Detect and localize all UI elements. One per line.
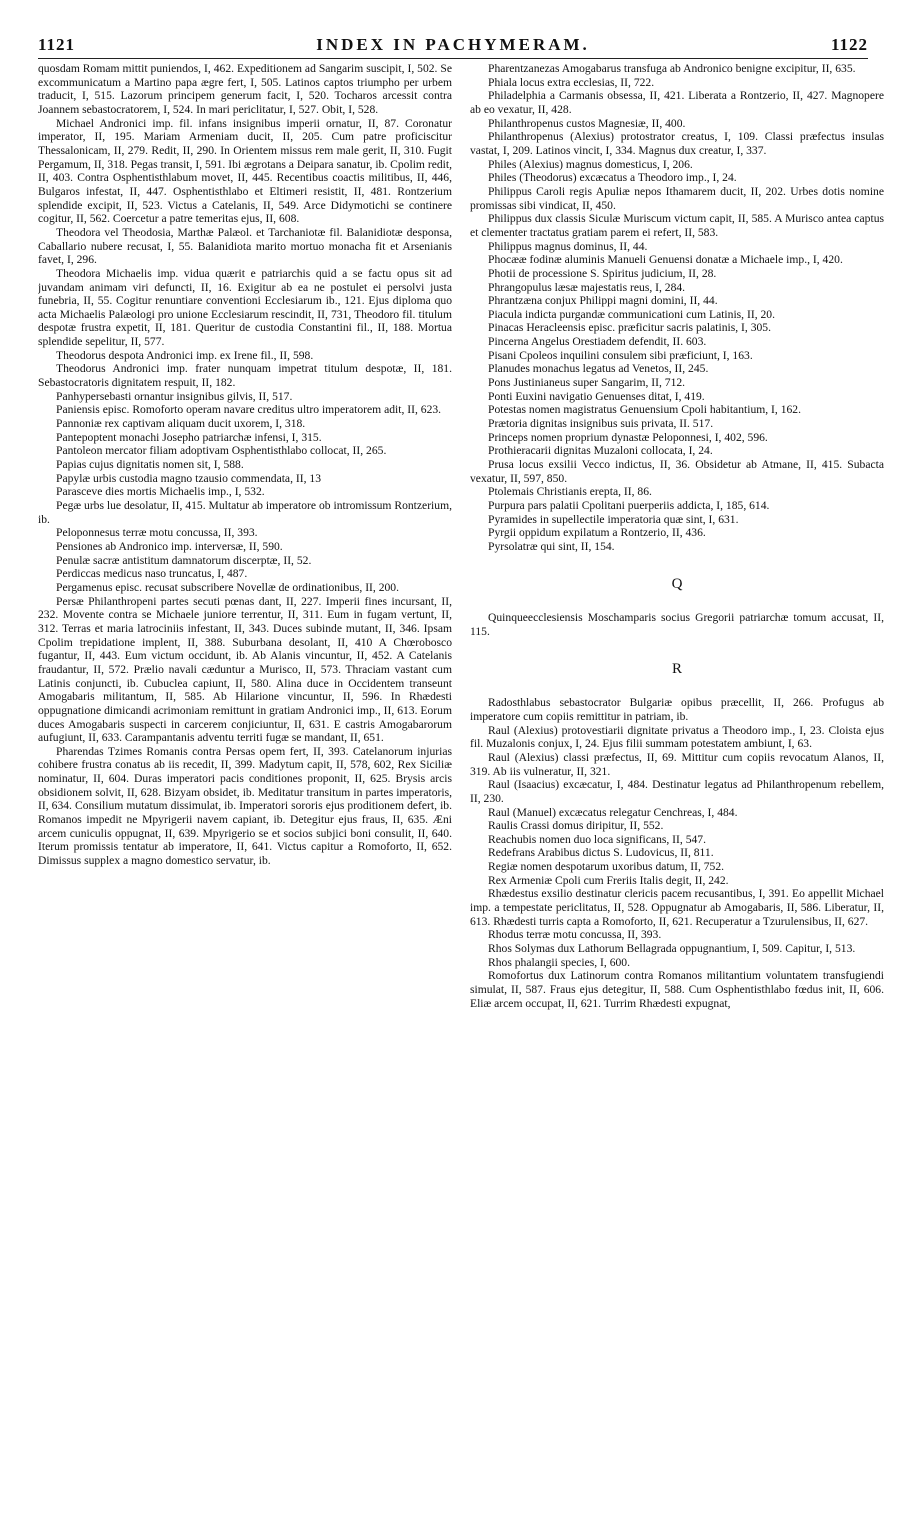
index-entry: Rex Armeniæ Cpoli cum Freriis Italis degit, II, 242. [488, 873, 729, 887]
index-entry: Pannoniæ rex captivam aliquam ducit uxorem, I, 318. [56, 417, 306, 431]
index-entry: Penulæ sacræ antistitum damnatorum discerptæ, II, 52. [56, 553, 312, 567]
index-entry: Peloponnesus terræ motu concussa, II, 393. [56, 526, 258, 540]
index-entry: Theodora Michaelis imp. vidua quærit e patriarchis quid a se factu opus sit ad juvandam animam viri defuncti, II, 16. Exigitur ab ea ne postulet ei persolvi justa funebria, II, 55. Cogitur renuntiare conventioni Ecclesiarum ib., 121. Ejus diploma quo acta Michaelis Palæologi pro unione Ecclesiarum rescindit, II, 731, Theodoro fil. titulum despotæ frustra expetit, II, 181. Queritur de custodia Constantini fil., II, 188. Mortua splendide sepelitur, II, 577. [38, 266, 452, 349]
index-entry: Phiala locus extra ecclesias, II, 722. [488, 75, 655, 89]
index-entry: Paniensis episc. Romoforto operam navare creditus ultro imperatorem adit, II, 623. [56, 403, 442, 417]
index-entry: Pons Justinianeus super Sangarim, II, 712. [488, 376, 686, 390]
index-entry: Reachubis nomen duo loca significans, II, 547. [488, 832, 706, 846]
left-page-number: 1121 [38, 35, 76, 54]
index-entry: Purpura pars palatii Cpolitani puerperiis addicta, I, 185, 614. [488, 499, 770, 512]
index-entry: Princeps nomen proprium dynastæ Peloponnesi, I, 402, 596. [488, 430, 768, 444]
index-entry: Philes (Alexius) magnus domesticus, I, 206. [488, 157, 693, 171]
index-entry: Pantepoptent monachi Josepho patriarchæ infensi, I, 315. [56, 430, 322, 444]
index-entry: Theodorus despota Andronici imp. ex Irene fil., II, 598. [56, 348, 314, 362]
index-entry: Pyrgii oppidum expilatum a Rontzerio, II, 436. [488, 526, 706, 540]
section-q-entries [470, 611, 884, 638]
index-entry: Photii de processione S. Spiritus judicium, II, 28. [488, 266, 717, 280]
index-entry: Pharentzanezas Amogabarus transfuga ab Andronico benigne excipitur, II, 635. [488, 62, 856, 75]
header-rule [38, 58, 868, 59]
right-column [470, 62, 884, 1532]
index-entry: Pyrsolatræ qui sint, II, 154. [488, 539, 615, 553]
index-entry: Philippus dux classis Siculæ Muriscum victum capit, II, 585. A Murisco antea captus et clementer tractatus gratiam parem ei refert, II, 583. [470, 212, 884, 239]
index-entry: Pyramides in supellectile imperatoria quæ sint, I, 631. [488, 512, 739, 526]
index-entry: Potestas nomen magistratus Genuensium Cpoli habitantium, I, 162. [488, 403, 801, 417]
index-entry: Ponti Euxini navigatio Genuenses ditat, I, 419. [488, 389, 705, 403]
index-entry: Prothieracarii dignitas Muzaloni collocata, I, 24. [488, 444, 713, 458]
index-entry: Romofortus dux Latinorum contra Romanos militantium voluntatem transfugiendi simulat, II, 587. Fraus ejus detegitur, II, 588. Cum Osphentisthlabo fœdus init, II, 606. Eliæ arcem occupat, II, 621. Turrim Rhædesti expugnat, [470, 969, 884, 1010]
index-entry: Rhos Solymas dux Lathorum Bellagrada oppugnantium, I, 509. Capitur, I, 513. [488, 942, 856, 956]
index-entry: Radosthlabus sebastocrator Bulgariæ opibus præcellit, II, 266. Profugus ab imperatore cum copiis remittitur in patriam, ib. [470, 696, 884, 723]
index-entry: Raul (Isaacius) excæcatur, I, 484. Destinatur legatus ad Philanthropenum rebellem, II, 230. [470, 778, 884, 805]
index-entry: Theodora vel Theodosia, Marthæ Palæol. et Tarchaniotæ fil. Balanidiotæ desponsa, Caballario nubere recusat, I, 55. Balanidiota marito mortuo monacha fit et Arsenianis favet, I, 296. [38, 225, 452, 267]
index-entry: Redefrans Arabibus dictus S. Ludovicus, II, 811. [488, 846, 714, 860]
index-entry: Pinacas Heracleensis episc. præficitur sacris palatinis, I, 305. [488, 321, 771, 335]
section-letter-q: Q [671, 575, 683, 592]
index-entry: Raul (Alexius) classi præfectus, II, 69. Mittitur cum copiis revocatum Alanos, II, 319. Ab iis vulneratur, II, 321. [470, 750, 884, 778]
index-entry: Rhædestus exsilio destinatur clericis pacem recusantibus, I, 391. Eo appellit Michael imp. a tempestate periclitatus, II, 528. Oppugnatur ab Amogabaris, II, 586. Liberatur, II, 613. Rhædesti turris capta a Romoforto, II, 621. Recuperatur a Tzurulensibus, II, 627. [470, 887, 884, 928]
index-entry: Pisani Cpoleos inquilini consulem sibi præficiunt, I, 163. [488, 348, 753, 362]
section-letter-r: R [671, 660, 682, 677]
index-entry: Quinqueecclesiensis Moschamparis socius Gregorii patriarchæ tomum accusat, II, 115. [470, 611, 884, 638]
index-entry: Raul (Manuel) excæcatus relegatur Cenchreas, I, 484. [488, 805, 738, 819]
index-entry: Philadelphia a Carmanis obsessa, II, 421. Liberata a Rontzerio, II, 427. Magnopere ab eo vexatur, II, 428. [470, 89, 884, 116]
page-header [38, 34, 868, 56]
index-entry: Rhos phalangii species, I, 600. [488, 955, 631, 969]
index-entry: Persæ Philanthropeni partes secuti pœnas dant, II, 227. Imperii fines incursant, II, 232. Movente contra se Michaele juniore terrentur, II, 311. Eum in fugam vertunt, II, 312. Terras et maria latrociniis infestant, II, 343. Duces subinde mutant, II, 346. Ipsam Cpolim trepidatione implent, II, 388. Suburbana desolant, II, 410 A Chœrobosco fugantur, II, 443. Eum victum occidunt, ib. Ab Alanis vincuntur, II, 452. A Catelanis fraudantur, II, 572. Prælio navali cæduntur a Murisco, II, 573. Thraciam vastant cum Latinis conjuncti, ib. Cubuclea capiunt, II, 580. Alina duce in Occidentem transeunt Amogabaris militantum, II, 585. Ab Hilarione vincuntur, II, 596. In Rhædesti oppugnatione dimicandi acrimoniam remittunt in gratiam Andronici imp., II, 613. Eorum duces Amogabaris suspecti in carcerem conjiciuntur, II, 631. E castris Amogabarorum aufugiunt, II, 633. Carampantanis adventu territi fugæ se mandant, II, 651. [38, 594, 452, 745]
index-entry: Phocææ fodinæ aluminis Manueli Genuensi donatæ a Michaele imp., I, 420. [488, 253, 843, 267]
index-entry: Prusa locus exsilii Vecco indictus, II, 36. Obsidetur ab Atmane, II, 415. Subacta vexatur, II, 597, 850. [470, 458, 884, 485]
index-entry: Philippus Caroli regis Apuliæ nepos Ithamarem ducit, II, 202. Urbes dotis nomine promissas sibi vindicat, II, 450. [470, 184, 884, 212]
index-entry: Raul (Alexius) protovestiarii dignitate privatus a Theodoro imp., I, 23. Cloista ejus fil. Muzalonis conjux, I, 24. Ejus filii summam potestatem ambiunt, I, 63. [470, 723, 884, 751]
page-title: INDEX IN PACHYMERAM. [316, 35, 590, 54]
index-entry: Phrantzæna conjux Philippi magni domini, II, 44. [488, 294, 718, 308]
index-entry: Pantoleon mercator filiam adoptivam Osphentisthlabo collocat, II, 265. [56, 444, 387, 458]
index-entry: Parasceve dies mortis Michaelis imp., I, 532. [56, 485, 265, 499]
index-entry: Raulis Crassi domus diripitur, II, 552. [488, 819, 664, 833]
index-entry: Prætoria dignitas insignibus suis privata, II. 517. [488, 417, 714, 431]
index-entry: Regiæ nomen despotarum uxoribus datum, II, 752. [488, 860, 725, 874]
index-entry: Pensiones ab Andronico imp. interversæ, II, 590. [56, 539, 283, 553]
index-entry: Papias cujus dignitatis nomen sit, I, 588. [56, 458, 244, 472]
left-column [38, 62, 452, 1532]
index-entry: quosdam Romam mittit puniendos, I, 462. Expeditionem ad Sangarim suscipit, I, 502. Se excommunicatum a Martino papa ægre fert, I, 505. Latinos captos triumpho per urbem traducit, I, 515. Lazorum principem generum facit, I, 520. Tocharos arcessit contra Joannem sebastocratorem, I, 524. In mari periclitatur, I, 527. Obit, I, 528. [38, 62, 452, 116]
index-entry: Perdiccas medicus naso truncatus, I, 487. [56, 567, 248, 581]
index-entry: Pergamenus episc. recusat subscribere Novellæ de ordinationibus, II, 200. [56, 580, 400, 594]
section-p-continued [470, 62, 884, 554]
index-entry: Phrangopulus læsæ majestatis reus, I, 284. [488, 280, 686, 294]
section-r-entries [470, 696, 884, 1010]
index-entry: Theodorus Andronici imp. frater nunquam impetrat titulum despotæ, II, 181. Sebastocratoris dignitatem respuit, II, 182. [38, 362, 452, 390]
index-entry: Pegæ urbs lue desolatur, II, 415. Multatur ab imperatore ob intromissum Rontzerium, ib. [38, 499, 452, 526]
index-entry: Ptolemais Christianis erepta, II, 86. [488, 485, 652, 499]
index-entry: Pharendas Tzimes Romanis contra Persas opem fert, II, 393. Catelanorum injurias cohibere frustra conatus ab iis recedit, II, 399. Madytum capit, II, 578, 602, Rex Siciliæ nominatur, II, 604. Duras imperatori pacis conditiones proponit, II, 625. Brysis arcis obsidionem solvit, II, 628. Bizyam obsidet, ib. Meditatur transitum in partes imperatoris, II, 634. Consilium mutatum dissimulat, ib. Imperatori sororis ejus proditionem defert, ib. Romanos impedit ne Mpyrigerii navem capiant, ib. Detegitur ejus fraus, II, 635. Æni arcem cuniculis oppugnat, II, 639. Mpyrigerio se et socios subjici boni consulit, II, 640. Iterum promissis tentatur ab imperatore, II, 641. Victus capitur a Romoforto, II, 652. Dimissus supplex a magno domestico servatur, ib. [38, 744, 452, 868]
index-entry: Philanthropenus (Alexius) protostrator creatus, I, 109. Classi præfectus insulas vastat, I, 209. Latinos vincit, I, 334. Magnus dux creatur, I, 337. [470, 130, 884, 157]
index-entry: Pincerna Angelus Orestiadem defendit, II. 603. [488, 335, 707, 349]
index-entry: Panhypersebasti ornantur insignibus gilvis, II, 517. [56, 389, 293, 403]
index-entry: Papylæ urbis custodia magno tzausio commendata, II, 13 [56, 471, 321, 485]
index-entry: Rhodus terræ motu concussa, II, 393. [488, 928, 662, 942]
index-entry: Michael Andronici imp. fil. infans insignibus imperii ornatur, II, 87. Coronatur imperator, II, 195. Mariam Armeniam ducit, II, 205. Cum patre proficiscitur Thessalonicam, II, 279. Redit, II, 290. In Orientem missus rem male gerit, II, 310. Fugit Pergamum, II, 318. Pegas transit, I, 591. Ibi ægrotans a Deipara sanatur, ib. Cpolim redit, II, 403. Contra Osphentisthlabum movet, II, 445. Recentibus coactis militibus, II, 446, Bulgaros infestat, II, 447. Osphentisthlabo et Eltimeri resistit, II, 481. Rontzerium splendide excipit, II, 523. Victus a Catelanis, II, 549. Arce Didymotichi se continere cogitur, II, 562. Coercetur a patre temeritas ejus, II, 608. [38, 116, 452, 226]
index-entry: Philes (Theodorus) excæcatus a Theodoro imp., I, 24. [488, 171, 737, 185]
right-page-number: 1122 [830, 35, 868, 54]
index-entry: Piacula indicta purgandæ communicationi cum Latinis, II, 20. [488, 307, 775, 321]
index-entry: Philanthropenus custos Magnesiæ, II, 400. [488, 116, 686, 130]
index-entry: Planudes monachus legatus ad Venetos, II, 245. [488, 362, 709, 376]
index-entry: Philippus magnus dominus, II, 44. [488, 239, 648, 253]
